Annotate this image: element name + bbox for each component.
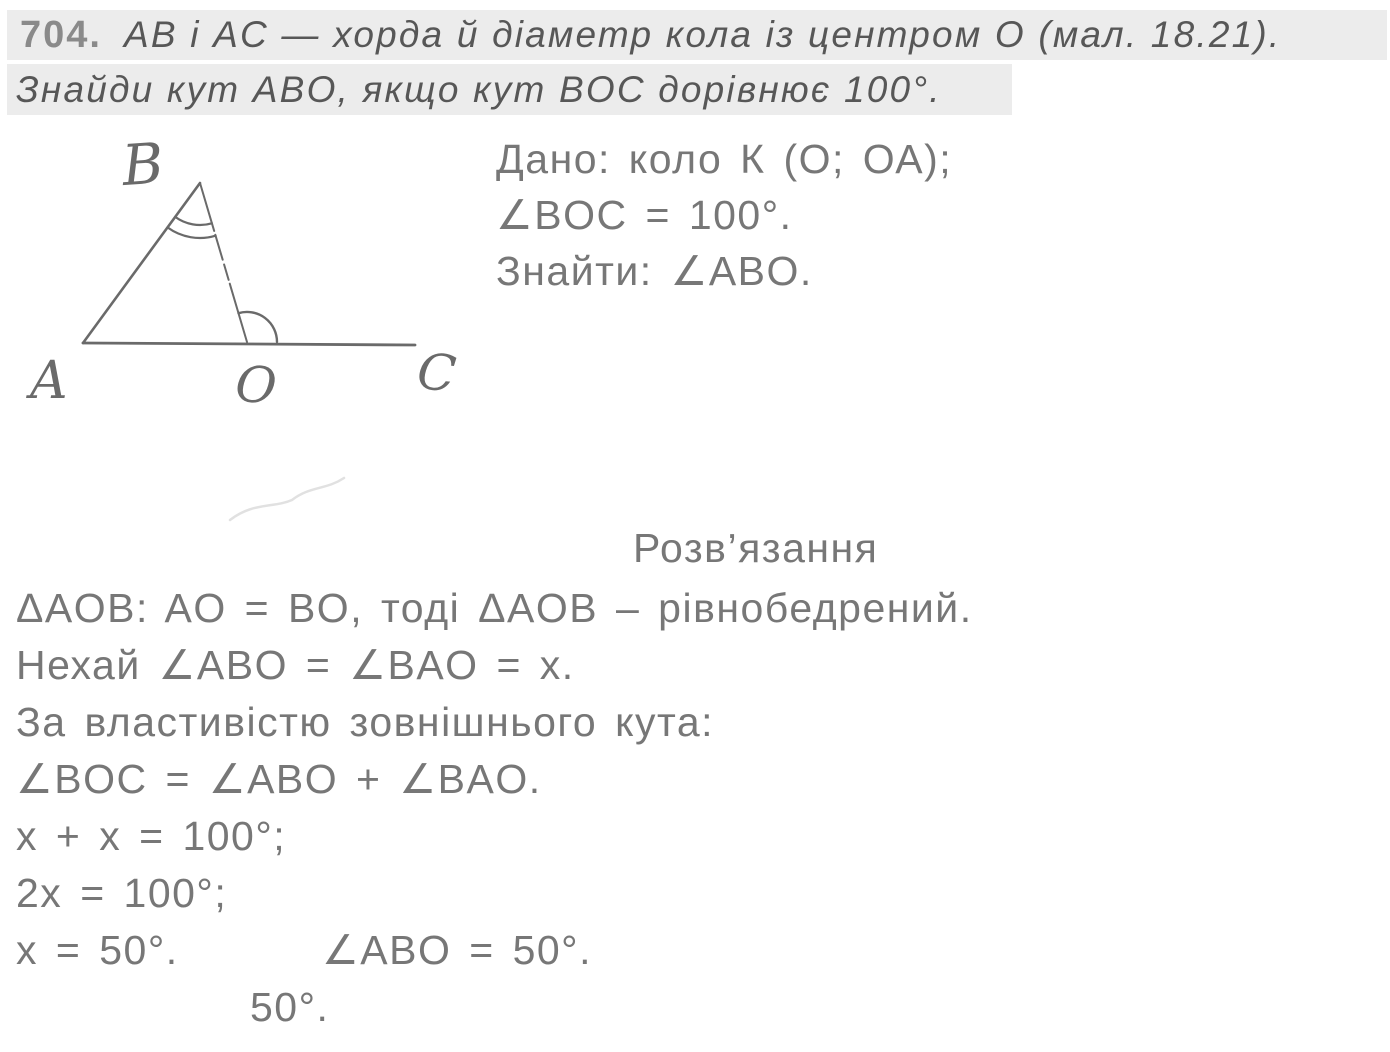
given-line-3: Знайти: ∠ABO. bbox=[496, 248, 813, 294]
solution-line: За властивістю зовнішнього кута: bbox=[16, 699, 715, 745]
solution-line: x + x = 100°; bbox=[16, 813, 287, 859]
line-ab bbox=[83, 183, 200, 343]
given-block bbox=[496, 131, 952, 299]
label-b: B bbox=[120, 131, 166, 200]
problem-statement-line2 bbox=[7, 64, 1012, 115]
label-c: C bbox=[414, 342, 459, 404]
solution-line: ∠BOC = ∠ABO + ∠BAO. bbox=[16, 756, 542, 802]
given-line-1: Дано: коло К (О; ОА); bbox=[496, 136, 953, 182]
solution-line: 2x = 100°; bbox=[16, 870, 228, 916]
line-ac bbox=[83, 343, 415, 345]
problem-number: 704. bbox=[20, 13, 102, 56]
label-a: A bbox=[30, 351, 68, 411]
problem-statement-text-1: AB і AC — хорда й діаметр кола із центром O (мал. 18.21). bbox=[123, 14, 1282, 55]
pencil-smudge bbox=[230, 478, 344, 520]
line-bo bbox=[200, 183, 247, 342]
label-o: O bbox=[233, 354, 280, 416]
angle-arc-b-inner bbox=[175, 217, 212, 225]
problem-statement-text-2: Знайди кут ABO, якщо кут BOC дорівнює 100°. bbox=[16, 68, 942, 110]
solution-line: ΔAOB: AO = BO, тоді ΔAOB – рівнобедрений. bbox=[16, 585, 973, 631]
problem-statement-line1 bbox=[7, 10, 1387, 60]
angle-arc-o bbox=[239, 312, 278, 342]
solution-final-answer: 50°. bbox=[250, 984, 330, 1030]
solution-result-left: x = 50°. bbox=[16, 927, 179, 973]
angle-arc-b-outer bbox=[168, 227, 216, 238]
solution-result-right: ∠ABO = 50°. bbox=[322, 927, 592, 973]
solution-line: Нехай ∠ABO = ∠BAO = x. bbox=[16, 642, 575, 688]
given-line-2: ∠BOC = 100°. bbox=[496, 192, 793, 238]
solution-heading: Розв’язання bbox=[633, 525, 879, 571]
geometry-figure bbox=[18, 112, 478, 532]
